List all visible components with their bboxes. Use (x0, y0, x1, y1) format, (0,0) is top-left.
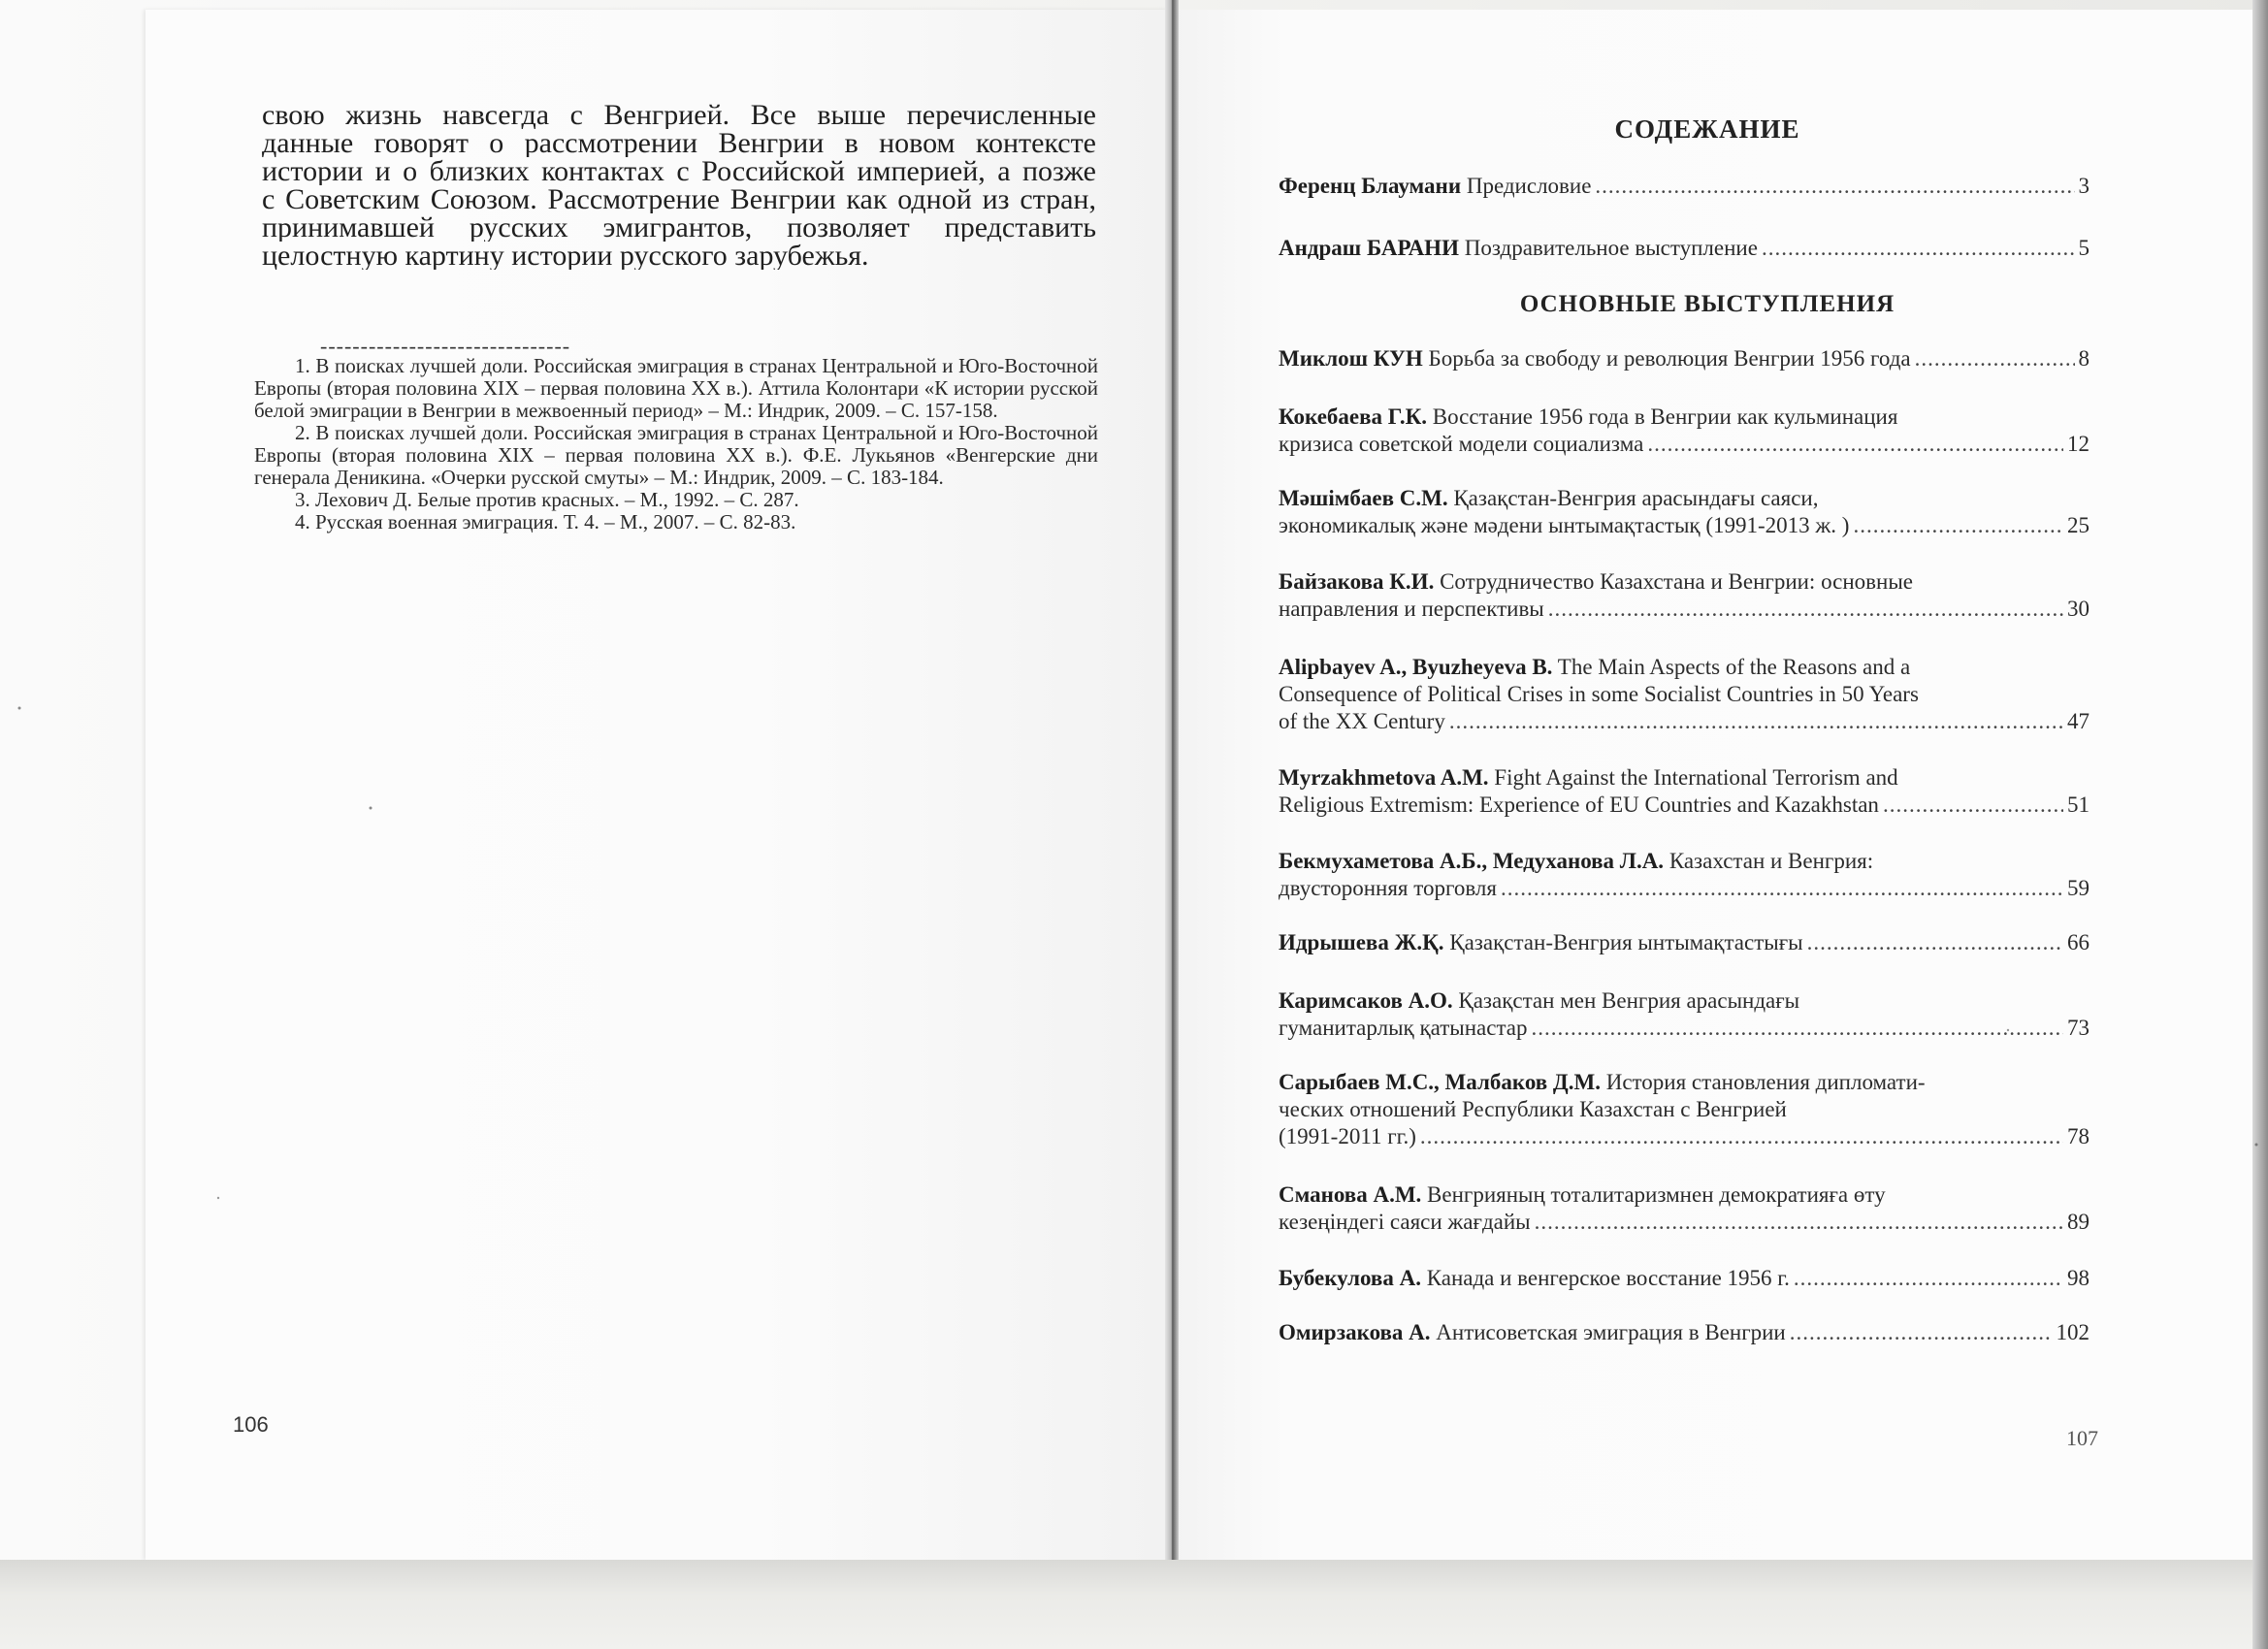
toc-title-text: Қазақстан мен Венгрия арасындағы (1458, 988, 1800, 1013)
toc-title-text: экономикалық және мәдени ынтымақтастық (1991-2013 ж. ) (1279, 513, 1850, 537)
toc-author: Андраш БАРАНИ (1279, 236, 1459, 260)
toc-title-text: Поздравительное выступление (1464, 236, 1758, 260)
toc-page-number: 5 (2078, 236, 2090, 260)
toc-title-text: Religious Extremism: Experience of EU Countries and Kazakhstan (1279, 792, 1879, 817)
toc-page-number: 47 (2067, 709, 2090, 733)
toc-author: Бекмухаметова А.Б., Медуханова Л.А. (1279, 849, 1665, 873)
toc-title-text: (1991-2011 гг.) (1279, 1124, 1416, 1148)
toc-author: Каримсаков А.О. (1279, 988, 1453, 1013)
toc-page-number: 8 (2078, 346, 2090, 371)
toc-page-number: 3 (2078, 174, 2090, 198)
footnote: 1. В поисках лучшей доли. Российская эмиграция в странах Центральной и Юго-Восточной Европы (вторая половина XIX – первая половина XX в.). Аттила Колонтари «К истории русской белой эмиграции в Венгрии в межвоенный период» – М.: Индрик, 2009. – С. 157-158. (254, 354, 1098, 422)
toc-title-text: Предисловие (1466, 174, 1592, 198)
toc-page-number: 51 (2067, 792, 2090, 817)
toc-title-text: The Main Aspects of the Reasons and a (1557, 655, 1911, 679)
toc-page-number: 30 (2067, 597, 2090, 621)
toc-title-text: кезеңіндегі саяси жағдайы (1279, 1210, 1531, 1234)
footnote: 4. Русская военная эмиграция. Т. 4. – М., 2007. – С. 82-83. (295, 510, 796, 534)
toc-page-number: 102 (2056, 1320, 2090, 1344)
toc-page-number: 12 (2067, 432, 2090, 456)
toc-author: Бубекулова А. (1279, 1266, 1421, 1290)
toc-author: Ференц Блаумани (1279, 174, 1462, 198)
toc-title-text: Венгрияның тоталитаризмнен демократияға өту (1427, 1182, 1886, 1207)
body-line: целостную картину истории русского зарубежья. (262, 242, 869, 270)
section-title: ОСНОВНЫЕ ВЫСТУПЛЕНИЯ (1519, 291, 1895, 317)
toc-title-text: Антисоветская эмиграция в Венгрии (1436, 1320, 1786, 1344)
page-number-left: 106 (233, 1412, 269, 1437)
toc-title-text: of the XX Century (1279, 709, 1445, 733)
footnote: 3. Лехович Д. Белые против красных. – М., 1992. – С. 287. (295, 488, 799, 511)
toc-title-text: Consequence of Political Crises in some Socialist Countries in 50 Years (1279, 682, 1919, 706)
body-line: с Советским Союзом. Рассмотрение Венгрии как одной из стран, (262, 185, 1096, 213)
toc-title-text: Сотрудничество Казахстана и Венгрии: основные (1440, 569, 1913, 594)
toc-page-number: 98 (2067, 1266, 2090, 1290)
footnote-separator: ------------------------------- (320, 334, 571, 358)
toc-author: Кокебаева Г.К. (1279, 404, 1428, 429)
toc-author: Мәшімбаев С.М. (1279, 486, 1448, 510)
toc-page-number: 25 (2067, 513, 2090, 537)
toc-author: Alipbayev A., Byuzheyeva B. (1279, 655, 1553, 679)
toc-title-text: Казахстан и Венгрия: (1669, 849, 1874, 873)
toc-page-number: 73 (2067, 1016, 2090, 1040)
toc-author: Миклош КУН (1279, 346, 1423, 371)
toc-author: Омирзакова А. (1279, 1320, 1431, 1344)
toc-author: Сарыбаев М.С., Малбаков Д.М. (1279, 1070, 1601, 1094)
footnote: 2. В поисках лучшей доли. Российская эмиграция в странах Центральной и Юго-Восточной Европы (вторая половина XIX – первая половина XX в.). Ф.Е. Лукьянов «Венгерские дни генерала Деникина. «Очерки русской смуты» – М.: Индрик, 2009. – С. 183-184. (254, 421, 1098, 489)
toc-title-text: История становления дипломати- (1605, 1070, 1926, 1094)
page-number-right: 107 (2066, 1426, 2098, 1450)
toc-page-number: 66 (2067, 930, 2090, 954)
toc-title-text: Қазақстан-Венгрия арасындағы саяси, (1453, 486, 1819, 510)
body-line: истории и о близких контактах с Российской империей, а позже (262, 157, 1096, 185)
toc-author: Байзакова К.И. (1279, 569, 1435, 594)
toc-title-text: кризиса советской модели социализма (1279, 432, 1644, 456)
toc-title: СОДЕЖАНИЕ (1614, 114, 1800, 144)
toc-title-text: двусторонняя торговля (1279, 876, 1497, 900)
toc-author: Сманова А.М. (1279, 1182, 1422, 1207)
toc-page-number: 59 (2067, 876, 2090, 900)
toc-title-text: Канада и венгерское восстание 1956 г. (1426, 1266, 1790, 1290)
toc-title-text: Восстание 1956 года в Венгрии как кульминация (1432, 404, 1898, 429)
toc-author: Идрышева Ж.Қ. (1279, 930, 1444, 954)
body-line: данные говорят о рассмотрении Венгрии в новом контексте (262, 129, 1096, 157)
toc-title-text: направления и перспективы (1279, 597, 1544, 621)
body-line: свою жизнь навсегда с Венгрией. Все выше перечисленные (262, 101, 1096, 129)
body-line: принимавшей русских эмигрантов, позволяет представить (262, 213, 1096, 242)
toc-author: Myrzakhmetova A.M. (1279, 765, 1489, 790)
toc-title-text: Қазақстан-Венгрия ынтымақтастығы (1449, 930, 1803, 954)
toc-title-text: Борьба за свободу и революция Венгрии 1956 года (1428, 346, 1911, 371)
toc-title-text: Fight Against the International Terrorism and (1494, 765, 1898, 790)
toc-page-number: 78 (2067, 1124, 2090, 1148)
toc-page-number: 89 (2067, 1210, 2090, 1234)
toc-title-text: гуманитарлық қатынастар (1279, 1016, 1528, 1040)
toc-title-text: ческих отношений Республики Казахстан с Венгрией (1279, 1097, 1787, 1121)
